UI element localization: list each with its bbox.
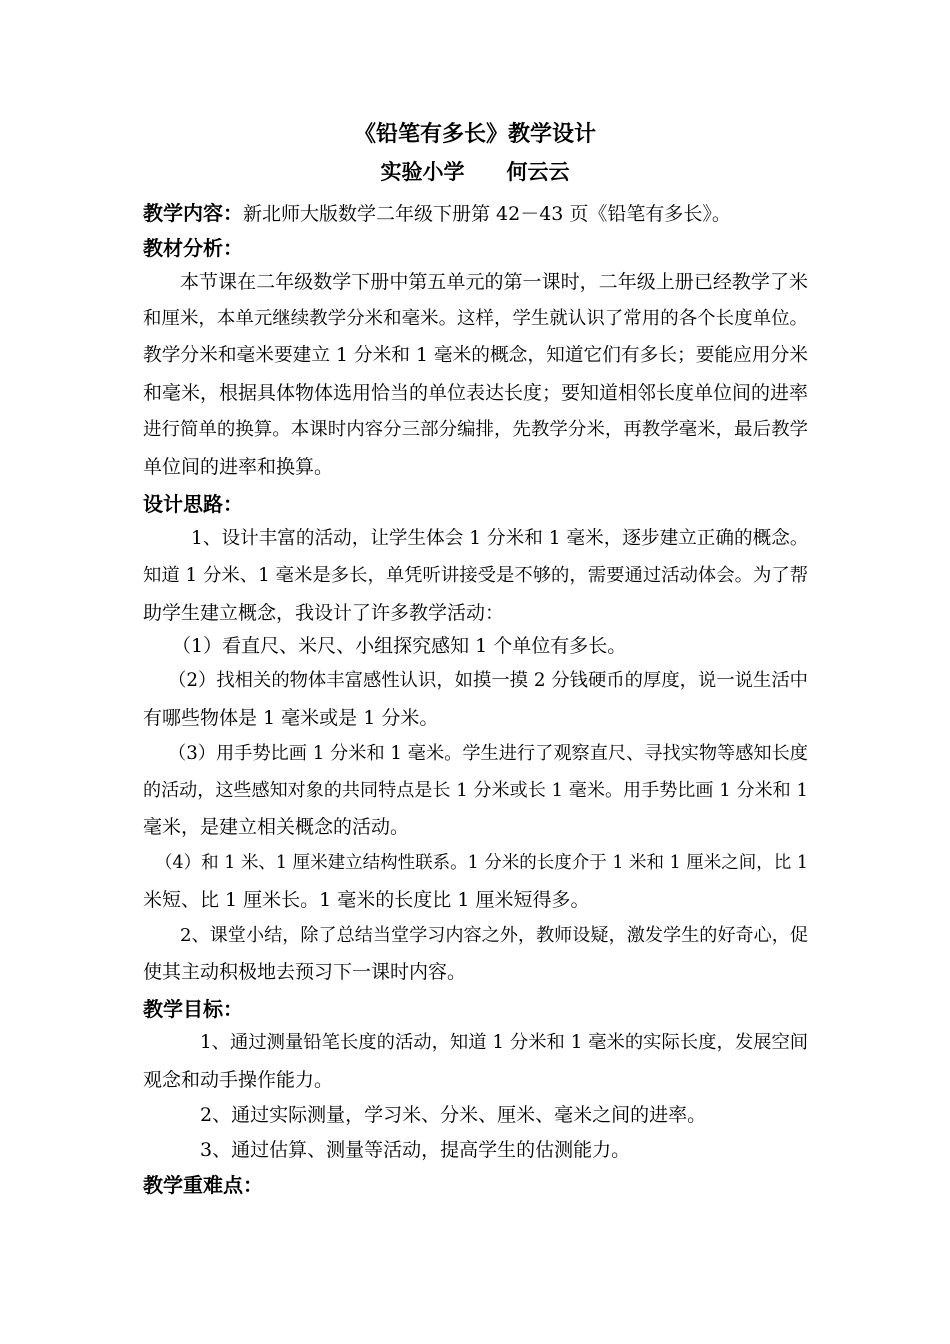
analysis-line: 教学分米和毫米要建立 1 分米和 1 毫米的概念，知道它们有多长；要能应用分米: [143, 345, 808, 366]
analysis-line: 和毫米，根据具体物体选用恰当的单位表达长度；要知道相邻长度单位间的进率: [143, 382, 809, 404]
key-points-heading: 教学重难点：: [143, 1173, 263, 1197]
design-line: （2）找相关的物体丰富感性认识，如摸一摸 2 分钱硬币的厚度，说一说生活中: [168, 670, 808, 691]
design-line: （4）和 1 米、1 厘米建立结构性联系。1 分米的长度介于 1 米和 1 厘米之间，比 1: [155, 853, 809, 873]
analysis-line: 本节课在二年级数学下册中第五单元的第一课时，二年级上册已经教学了米: [180, 271, 808, 293]
design-heading: 设计思路：: [143, 492, 243, 516]
content-section: [143, 201, 808, 226]
analysis-line: 单位间的进率和换算。: [143, 456, 334, 478]
design-line: 有哪些物体是 1 毫米或是 1 分米。: [143, 707, 439, 729]
analysis-line: 进行简单的换算。本课时内容分三部分编排，先教学分米，再教学毫米，最后教学: [143, 419, 808, 440]
goals-line: 1、通过测量铅笔长度的活动，知道 1 分米和 1 毫米的实际长度，发展空间: [200, 1032, 809, 1053]
goals-line: 3、通过估算、测量等活动，提高学生的估测能力。: [200, 1139, 631, 1161]
author-line: 实验小学 何云云: [380, 160, 570, 184]
design-line: 助学生建立概念，我设计了许多教学活动：: [143, 602, 505, 624]
design-line: 的活动，这些感知对象的共同特点是长 1 分米或长 1 毫米。用手势比画 1 分米和 1: [143, 780, 808, 801]
goals-heading: 教学目标：: [143, 997, 243, 1021]
analysis-heading: 教材分析：: [143, 236, 243, 260]
analysis-line: 和厘米，本单元继续教学分米和毫米。这样，学生就认识了常用的各个长度单位。: [143, 308, 808, 329]
content-heading: 教学内容：: [143, 201, 243, 225]
design-line: 毫米，是建立相关概念的活动。: [143, 816, 410, 838]
goals-line: 2、通过实际测量，学习米、分米、厘米、毫米之间的进率。: [200, 1104, 707, 1126]
design-line: 米短、比 1 厘米长。1 毫米的长度比 1 厘米短得多。: [143, 889, 590, 911]
document-title: 《铅笔有多长》教学设计: [353, 122, 596, 147]
design-line: 1、设计丰富的活动，让学生体会 1 分米和 1 毫米，逐步建立正确的概念。: [191, 528, 809, 549]
design-line: （3）用手势比画 1 分米和 1 毫米。学生进行了观察直尺、寻找实物等感知长度: [168, 743, 808, 764]
design-line: （1）看直尺、米尺、小组探究感知 1 个单位有多长。: [172, 635, 627, 657]
goals-line: 观念和动手操作能力。: [143, 1069, 334, 1091]
design-line: 知道 1 分米、1 毫米是多长，单凭听讲接受是不够的，需要通过活动体会。为了帮: [143, 565, 809, 586]
content-text: 新北师大版数学二年级下册第 42－43 页《铅笔有多长》。: [243, 203, 731, 225]
design-line: 使其主动积极地去预习下一课时内容。: [143, 961, 467, 983]
design-line: 2、课堂小结，除了总结当堂学习内容之外，教师设疑，激发学生的好奇心，促: [180, 925, 808, 946]
